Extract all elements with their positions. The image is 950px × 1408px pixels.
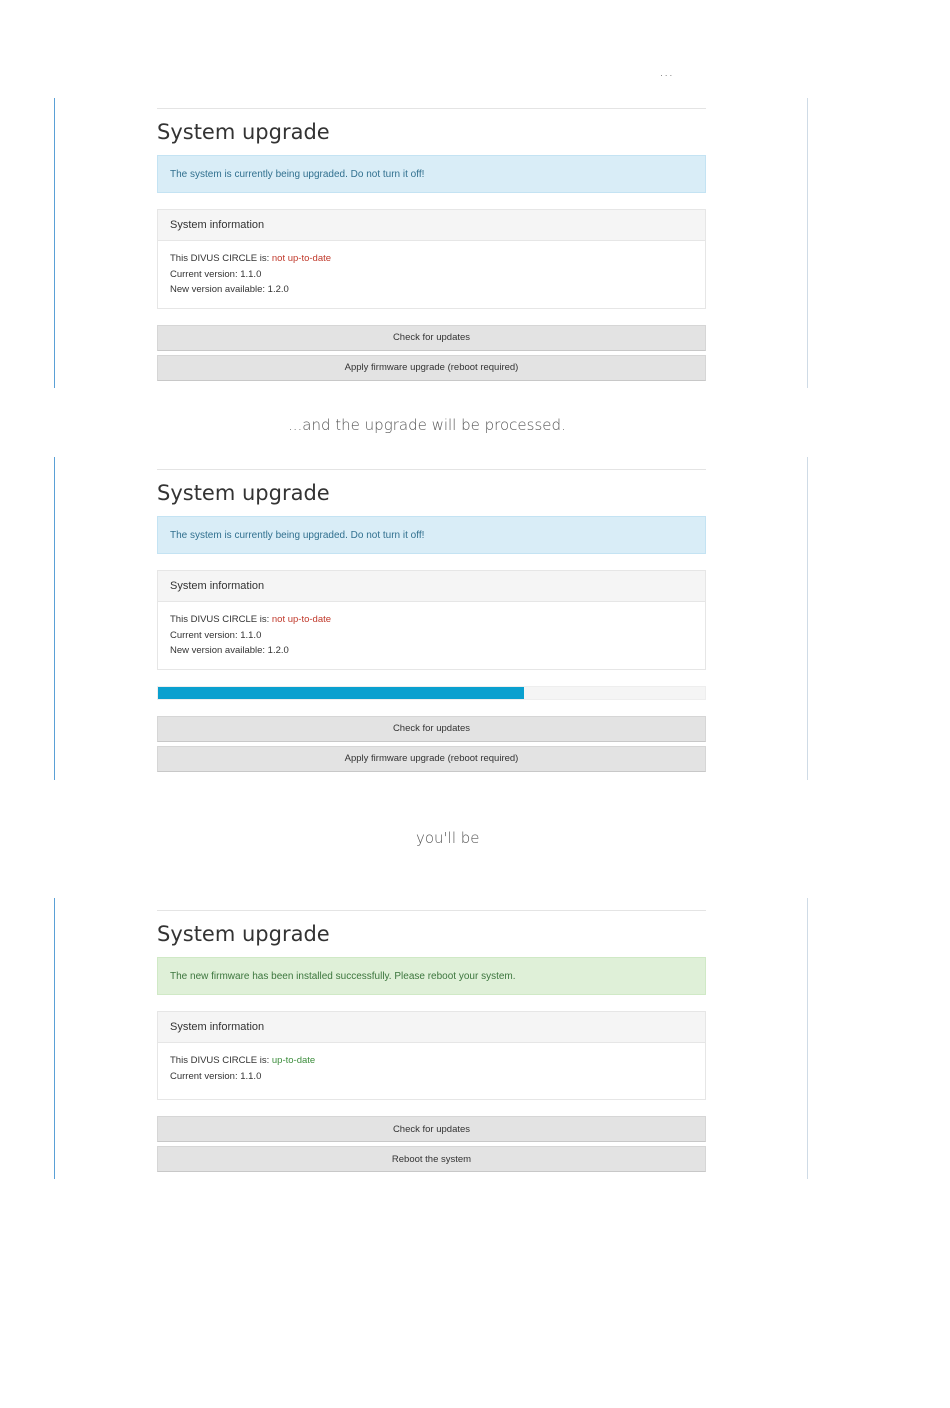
status-badge: not up-to-date [271,253,332,264]
upgrade-alert: The system is currently being upgraded. Do not turn it off! [157,155,706,193]
current-version: Current version: 1.1.0 [170,1070,262,1082]
caption-top: ... [659,62,674,80]
check-for-updates-button[interactable]: Check for updates [157,325,706,351]
page-title: System upgrade [157,120,330,144]
screenshot-frame-2 [54,457,808,780]
check-for-updates-button[interactable]: Check for updates [157,1116,706,1142]
system-information-header: System information [158,571,705,602]
page-title: System upgrade [157,481,330,505]
system-information-header: System information [158,1012,705,1043]
current-version: Current version: 1.1.0 [170,268,262,280]
apply-firmware-upgrade-button[interactable]: Apply firmware upgrade (reboot required) [157,746,706,772]
screenshot-frame-3 [54,898,808,1179]
divider [157,910,706,911]
system-information-panel [157,1011,706,1100]
current-version: Current version: 1.1.0 [170,629,262,641]
status-line [170,612,693,628]
reboot-system-button[interactable]: Reboot the system [157,1146,706,1172]
system-information-header: System information [158,210,705,241]
upgrade-alert: The system is currently being upgraded. Do not turn it off! [157,516,706,554]
apply-firmware-upgrade-button[interactable]: Apply firmware upgrade (reboot required) [157,355,706,381]
success-alert: The new firmware has been installed successfully. Please reboot your system. [157,957,706,995]
upgrade-progress-fill [158,687,524,699]
system-information-body [158,1043,705,1099]
status-label: This DIVUS CIRCLE is: [170,253,272,264]
new-version: New version available: 1.2.0 [170,645,289,656]
status-label: This DIVUS CIRCLE is: [170,1055,272,1066]
page-title: System upgrade [157,922,330,946]
status-label: This DIVUS CIRCLE is: [170,614,272,625]
system-upgrade-panel-2 [157,469,706,776]
divider [157,469,706,470]
upgrade-progress-bar [157,686,706,700]
system-information-panel [157,209,706,309]
new-version: New version available: 1.2.0 [170,284,289,295]
status-line [170,1053,693,1069]
screenshot-frame-1 [54,98,808,388]
caption-middle: ...and the upgrade will be processed. [288,416,566,434]
system-upgrade-panel-3 [157,910,706,1176]
divider [157,108,706,109]
system-upgrade-panel-1 [157,108,706,385]
status-badge: up-to-date [271,1055,316,1066]
caption-lower: you'll be [416,829,480,847]
status-badge: not up-to-date [271,614,332,625]
check-for-updates-button[interactable]: Check for updates [157,716,706,742]
status-line [170,251,693,267]
system-information-body [158,241,705,308]
system-information-body [158,602,705,669]
system-information-panel [157,570,706,670]
